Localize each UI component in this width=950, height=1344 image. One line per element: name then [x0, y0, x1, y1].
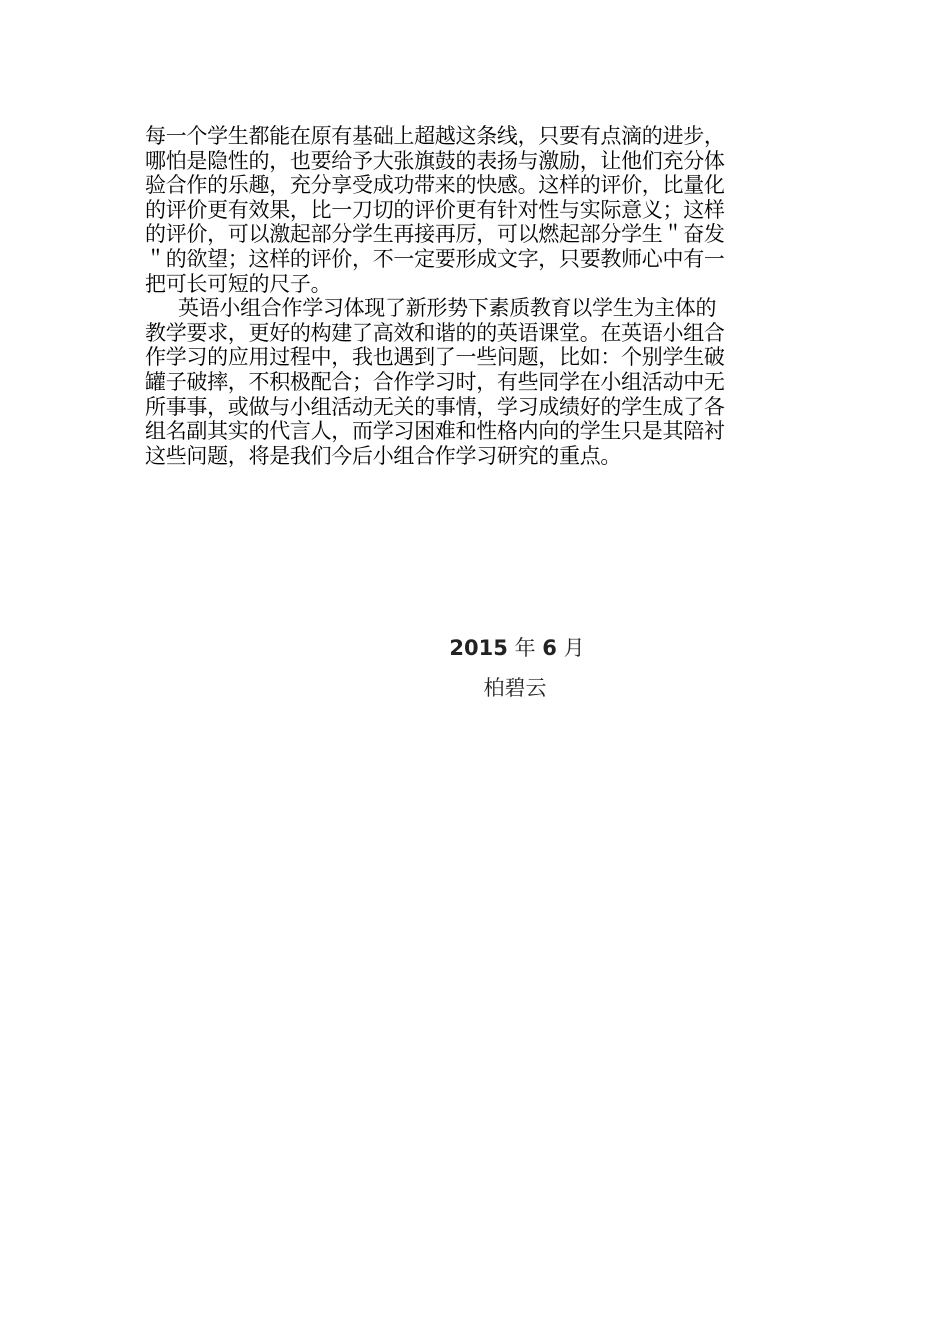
text-line: 验合作的乐趣，充分享受成功带来的快感。这样的评价，比量化: [145, 173, 725, 198]
signature-author: 柏碧云: [483, 676, 547, 700]
text-line: 这些问题，将是我们今后小组合作学习研究的重点。: [145, 443, 622, 468]
text-line: 英语小组合作学习体现了新形势下素质教育以学生为主体的: [178, 296, 717, 321]
text-line: 哪怕是隐性的，也要给予大张旗鼓的表扬与激励，让他们充分体: [145, 148, 725, 173]
paragraph-1: [145, 124, 810, 296]
signature-year: 2015: [449, 636, 508, 660]
text-line: 每一个学生都能在原有基础上超越这条线，只要有点滴的进步，: [145, 124, 725, 148]
signature-month: 6: [542, 636, 557, 660]
text-line: 所事事，或做与小组活动无关的事情，学习成绩好的学生成了各: [145, 394, 725, 419]
signature-date: [42, 632, 950, 662]
text-line: 作学习的应用过程中，我也遇到了一些问题，比如：个别学生破: [145, 345, 725, 370]
paragraph-2: [145, 296, 810, 468]
signature-month-unit: 月: [563, 636, 585, 660]
text-line: 的评价，可以激起部分学生再接再厉，可以燃起部分学生＂奋发: [145, 222, 725, 247]
text-line: 教学要求，更好的构建了高效和谐的的英语课堂。在英语小组合: [145, 320, 725, 345]
text-line: 组名副其实的代言人，而学习困难和性格内向的学生只是其陪衬: [145, 419, 725, 444]
signature-year-unit: 年: [514, 636, 536, 660]
document-body: [145, 124, 810, 468]
text-line: 的评价更有效果，比一刀切的评价更有针对性与实际意义；这样: [145, 197, 725, 222]
text-line: ＂的欲望；这样的评价，不一定要形成文字，只要教师心中有一: [145, 246, 725, 271]
text-line: 罐子破摔，不积极配合；合作学习时，有些同学在小组活动中无: [145, 369, 725, 394]
text-line: 把可长可短的尺子。: [145, 271, 332, 296]
